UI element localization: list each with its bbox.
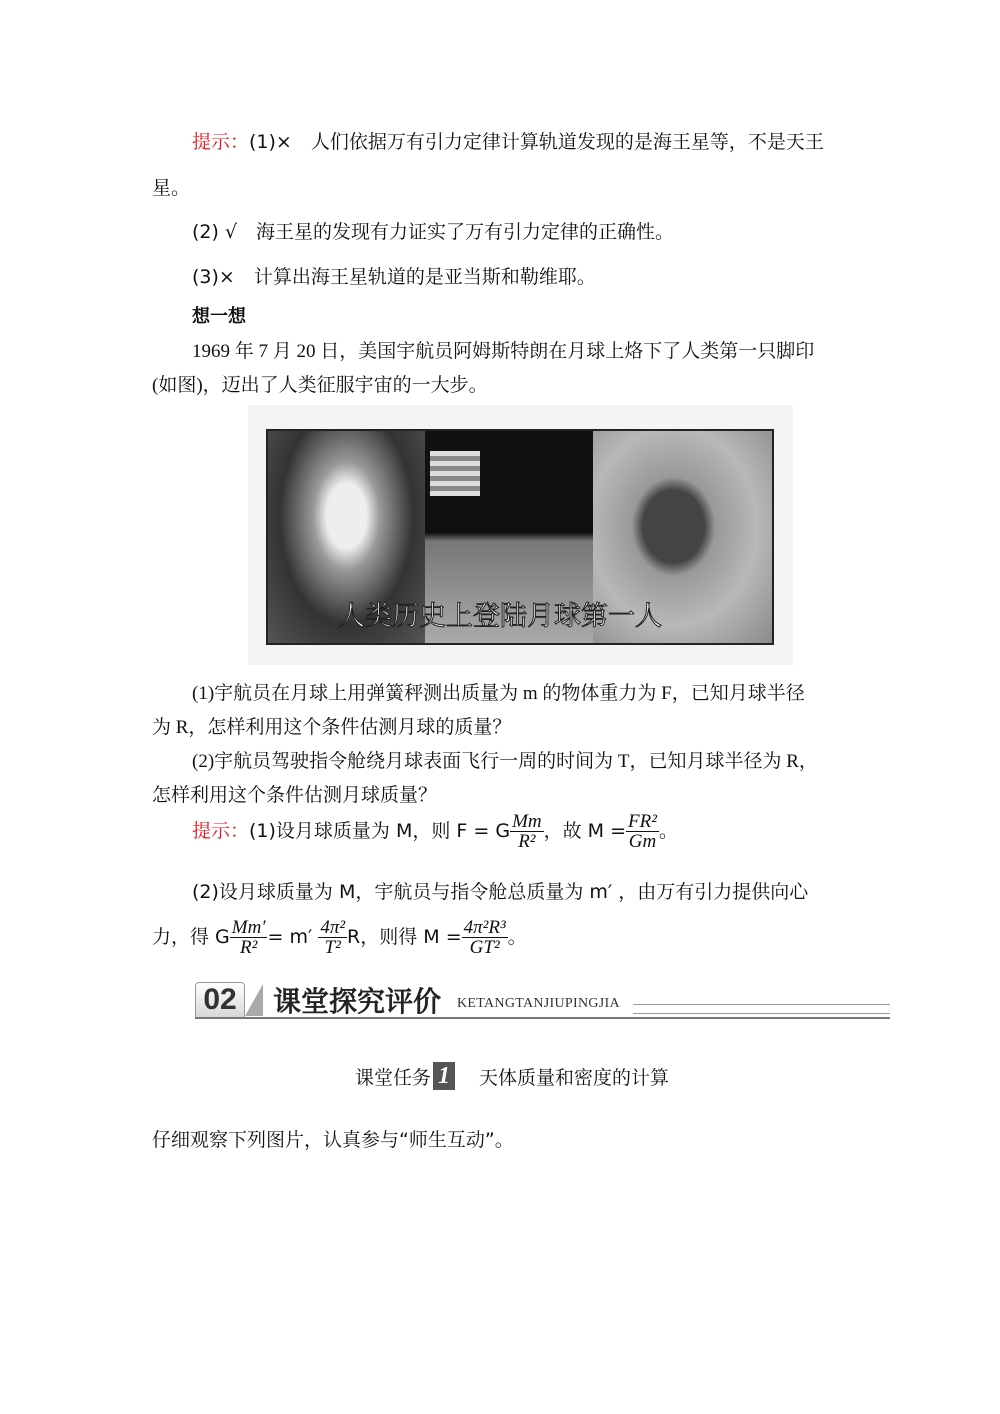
answer-text: (1)设月球质量为 M，则 F = G [249, 820, 511, 842]
hint-label: 提示： [192, 820, 250, 842]
fraction [462, 918, 508, 957]
banner-lines [633, 1004, 890, 1014]
question-2-cont: 怎样利用这个条件估测月球质量？ [152, 785, 438, 806]
fraction [230, 918, 268, 957]
fraction [510, 812, 544, 851]
fraction [318, 918, 347, 957]
answer-text: R，则得 M = [347, 926, 462, 948]
section-pinyin: KETANGTANJIUPINGJIA [457, 996, 620, 1011]
figure-caption: 人类历史上登陆月球第一人 [338, 601, 662, 632]
think-paragraph: 1969 年 7 月 20 日，美国宇航员阿姆斯特朗在月球上烙下了人类第一只脚印 [192, 341, 815, 362]
denominator: T² [324, 937, 341, 958]
hint2-answer2-cont [152, 918, 852, 957]
section-banner [195, 980, 890, 1020]
numerator: Mm [512, 811, 542, 832]
answer-text: = m′ [267, 926, 319, 948]
denominator: R² [518, 831, 536, 852]
answer-text: 。 [658, 820, 678, 842]
numerator: 4π²R³ [463, 917, 506, 938]
question-1: (1)宇航员在月球上用弹簧秤测出质量为 m 的物体重力为 F，已知月球半径 [192, 683, 805, 704]
moon-landing-photo [266, 429, 774, 645]
task-title: 天体质量和密度的计算 [479, 1067, 670, 1089]
numerator: Mm′ [231, 917, 266, 938]
task-number: 1 [433, 1062, 455, 1090]
answer-text: ，故 M = [543, 820, 627, 842]
denominator: R² [239, 937, 258, 958]
flag-image [430, 451, 480, 496]
hint-label: 提示： [192, 131, 250, 153]
numerator: 4π² [320, 917, 346, 938]
question-2: (2)宇航员驾驶指令舱绕月球表面飞行一周的时间为 T，已知月球半径为 R， [192, 751, 818, 772]
banner-underline [195, 1017, 890, 1019]
hint1-line1 [192, 127, 892, 154]
hint1-line1b: 星。 [152, 177, 191, 199]
question-1-cont: 为 R，怎样利用这个条件估测月球的质量？ [152, 717, 512, 738]
numerator: FR² [628, 811, 657, 832]
moon-landing-figure [248, 405, 793, 665]
fraction [626, 812, 659, 851]
think-heading: 想一想 [192, 306, 246, 327]
section-title: 课堂探究评价 [273, 985, 442, 1018]
hint-text: (1)× 人们依据万有引力定律计算轨道发现的是海王星等，不是天王 [249, 131, 824, 153]
task-label: 课堂任务 [355, 1067, 432, 1089]
hint1-line2: (2) √ 海王星的发现有力证实了万有引力定律的正确性。 [192, 221, 675, 243]
think-paragraph-cont: (如图)，迈出了人类征服宇宙的一大步。 [152, 375, 488, 396]
answer-text: 力，得 G [152, 926, 230, 948]
section-number: 02 [195, 982, 245, 1018]
task-heading [355, 1062, 669, 1090]
intro-text: 仔细观察下列图片，认真参与“师生互动”。 [152, 1129, 514, 1151]
banner-triangle [245, 984, 263, 1016]
hint2-answer2: (2)设月球质量为 M，宇航员与指令舱总质量为 m′ ，由万有引力提供向心 [192, 881, 809, 903]
hint2-answer1 [192, 812, 892, 851]
hint1-line3: (3)× 计算出海王星轨道的是亚当斯和勒维耶。 [192, 266, 596, 288]
denominator: GT² [469, 937, 500, 958]
answer-text: 。 [507, 926, 527, 948]
denominator: Gm [628, 831, 657, 852]
